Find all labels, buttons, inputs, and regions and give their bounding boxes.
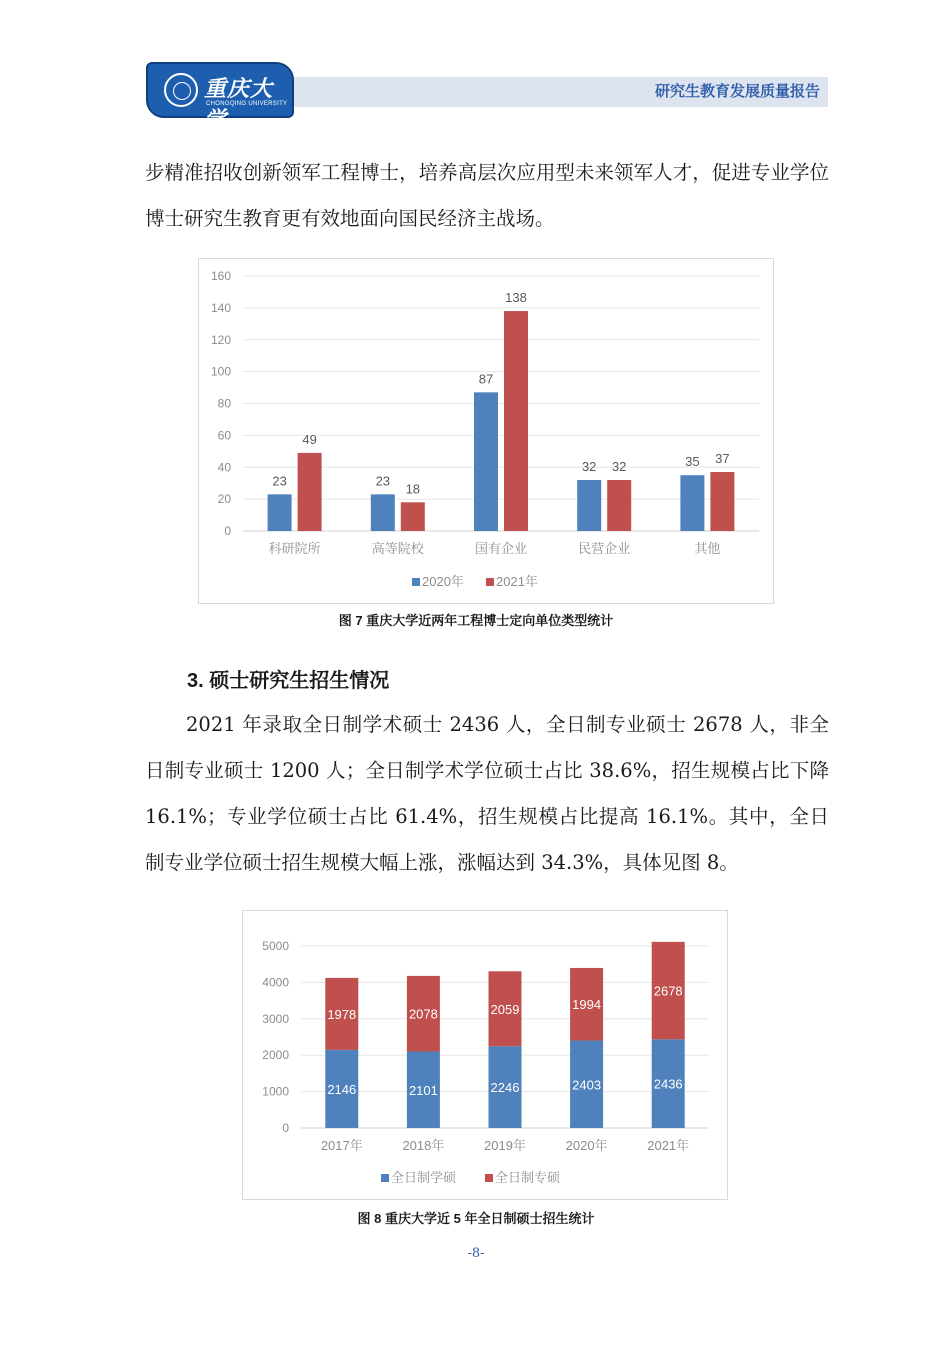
logo-text: 重庆大学 (204, 76, 274, 133)
y-tick-label: 0 (282, 1121, 289, 1135)
seal-icon (164, 73, 198, 107)
legend-swatch (485, 1174, 493, 1182)
x-tick-label: 高等院校 (371, 541, 424, 556)
y-tick-label: 3000 (262, 1011, 289, 1026)
data-label: 2436 (653, 1076, 683, 1092)
y-tick-label: 0 (224, 524, 231, 538)
legend-label: 2021年 (496, 574, 538, 589)
data-label: 32 (581, 459, 597, 474)
data-label: 32 (611, 459, 627, 474)
figure7-svg (199, 259, 773, 603)
x-tick-label: 其他 (694, 541, 721, 556)
bar (504, 311, 528, 531)
body-paragraph: 步精准招收创新领军工程博士，培养高层次应用型未来领军人才，促进专业学位博士研究生教育更有效地面向国民经济主战场。 (145, 161, 829, 230)
figure8-svg (243, 911, 727, 1199)
data-label: 2678 (653, 983, 683, 999)
legend-swatch (381, 1174, 389, 1182)
x-tick-label: 2019年 (484, 1138, 526, 1153)
data-label: 37 (715, 451, 730, 467)
data-label: 35 (685, 454, 700, 470)
y-tick-label: 100 (210, 364, 231, 379)
y-tick-label: 160 (210, 269, 231, 283)
legend-label: 2020年 (422, 574, 464, 589)
y-tick-label: 80 (217, 396, 231, 411)
logo-subtext: CHONGQING UNIVERSITY (206, 101, 288, 107)
data-label: 2078 (408, 1006, 438, 1022)
y-tick-label: 5000 (262, 939, 289, 953)
data-label: 87 (478, 371, 494, 387)
legend-swatch (486, 578, 494, 586)
legend-label: 全日制专硕 (495, 1170, 561, 1185)
bar (401, 502, 425, 531)
bar (298, 453, 322, 531)
data-label: 49 (302, 431, 317, 447)
y-tick-label: 120 (210, 332, 231, 347)
bar (371, 494, 395, 531)
report-title: 研究生教育发展质量报告 (654, 82, 820, 100)
x-tick-label: 民营企业 (578, 541, 631, 556)
x-tick-label: 2017年 (320, 1138, 363, 1153)
body-paragraph: 2021 年录取全日制学术硕士 2436 人，全日制专业硕士 2678 人，非全日制专业硕士 1200 人；全日制学术学位硕士占比 38.6%，招生规模占比下降 16.1%；专业学位硕士占比 61.4%，招生规模占比提高 16.1%。其中，全日制专业学位硕士招生规模大幅上涨，涨幅达到 34.3%，具体见图 8。 (145, 713, 829, 874)
figure7-chart (198, 258, 774, 604)
bar (680, 475, 704, 531)
data-label: 23 (375, 473, 391, 489)
x-tick-label: 科研院所 (268, 541, 321, 556)
bar (607, 480, 631, 531)
page-number: -8- (467, 1246, 485, 1261)
figure8-caption: 图 8 重庆大学近 5 年全日制硕士招生统计 (357, 1211, 595, 1226)
data-label: 2101 (408, 1082, 438, 1098)
y-tick-label: 140 (210, 300, 231, 315)
data-label: 2146 (327, 1081, 357, 1097)
bar (710, 472, 734, 531)
section-heading: 3. 硕士研究生招生情况 (187, 670, 390, 692)
data-label: 1978 (327, 1006, 357, 1022)
bar (577, 480, 601, 531)
x-tick-label: 国有企业 (474, 541, 528, 556)
y-tick-label: 4000 (262, 975, 289, 990)
figure8-chart (242, 910, 728, 1200)
data-label: 2246 (490, 1080, 520, 1096)
x-tick-label: 2018年 (402, 1138, 445, 1153)
legend-label: 全日制学硕 (391, 1170, 457, 1185)
y-tick-label: 20 (217, 492, 231, 507)
y-tick-label: 1000 (262, 1084, 289, 1099)
university-logo (146, 62, 294, 133)
y-tick-label: 2000 (262, 1048, 289, 1063)
data-label: 18 (405, 481, 421, 497)
y-tick-label: 60 (217, 428, 231, 443)
bar (474, 392, 498, 531)
figure7-caption: 图 7 重庆大学近两年工程博士定向单位类型统计 (338, 613, 614, 628)
y-tick-label: 40 (217, 460, 231, 475)
data-label: 138 (505, 290, 527, 306)
x-tick-label: 2021年 (647, 1138, 690, 1153)
legend-swatch (412, 578, 420, 586)
data-label: 2059 (490, 1001, 520, 1017)
data-label: 2403 (572, 1077, 602, 1093)
data-label: 1994 (572, 997, 602, 1013)
data-label: 23 (272, 473, 287, 489)
bar (268, 494, 292, 531)
x-tick-label: 2020年 (565, 1138, 608, 1153)
